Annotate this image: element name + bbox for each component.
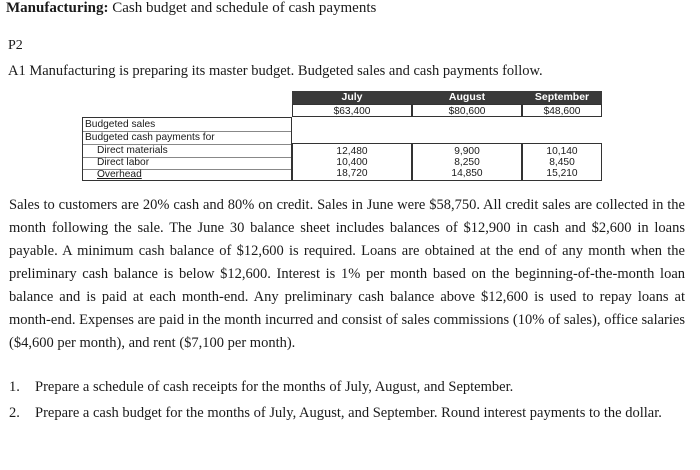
budgeted-sales-september: $48,600: [522, 104, 602, 117]
question-number: 2.: [9, 405, 20, 421]
row-labels: [82, 117, 292, 181]
problem-description: Sales to customers are 20% cash and 80% on credit. Sales in June were $58,750. All credit sales are collected in the month following the sale. The June 30 balance sheet includes balances of $12,900 in cash and $2,600 in loans payable. A minimum cash balance of $12,600 is required. Loans are obtained at the end of any month when the preliminary cash balance is below $12,600. Interest is 1% per month based on the beginning-of-the-month loan balance and is paid at each month-end. Any preliminary cash balance above $12,600 is used to repay loans at month-end. Expenses are paid in the month incurred and consist of sales commissions (10% of sales), office salaries ($4,600 per month), and rent ($7,100 per month).: [9, 197, 685, 351]
row-label-cash-payments: Budgeted cash payments for: [85, 132, 215, 143]
column-header-september: September: [522, 91, 602, 104]
problem-id: P2: [8, 38, 23, 53]
row-label-overhead: Overhead: [97, 169, 142, 180]
budget-table: [82, 91, 602, 181]
values-august: [412, 143, 522, 181]
overhead-july: 18,720: [336, 168, 368, 179]
question-list: [9, 376, 685, 428]
overhead-september: 15,210: [546, 168, 578, 179]
question-text: Prepare a cash budget for the months of July, August, and September. Round interest payments to the dollar.: [35, 405, 662, 421]
direct-labor-july: 10,400: [336, 157, 368, 168]
row-label-direct-labor: Direct labor: [97, 157, 150, 168]
budgeted-sales-july: $63,400: [292, 104, 412, 117]
direct-materials-august: 9,900: [454, 146, 480, 157]
values-july: [292, 143, 412, 181]
direct-labor-august: 8,250: [454, 157, 480, 168]
direct-labor-september: 8,450: [549, 157, 575, 168]
column-header-august: August: [412, 91, 522, 104]
question-item: [9, 376, 685, 399]
row-label-budgeted-sales: Budgeted sales: [85, 119, 156, 130]
direct-materials-july: 12,480: [336, 146, 368, 157]
direct-materials-september: 10,140: [546, 146, 578, 157]
page-title: [6, 0, 376, 17]
row-label-direct-materials: Direct materials: [97, 145, 168, 156]
question-text: Prepare a schedule of cash receipts for the months of July, August, and September.: [35, 379, 514, 395]
budgeted-sales-august: $80,600: [412, 104, 522, 117]
title-subject: Cash budget and schedule of cash payments: [108, 0, 377, 16]
title-company: Manufacturing:: [6, 0, 109, 16]
question-number: 1.: [9, 379, 20, 395]
intro-text: A1 Manufacturing is preparing its master budget. Budgeted sales and cash payments follow.: [8, 63, 543, 79]
values-september: [522, 143, 602, 181]
overhead-august: 14,850: [451, 168, 483, 179]
question-item: [9, 402, 685, 425]
column-header-july: July: [292, 91, 412, 104]
